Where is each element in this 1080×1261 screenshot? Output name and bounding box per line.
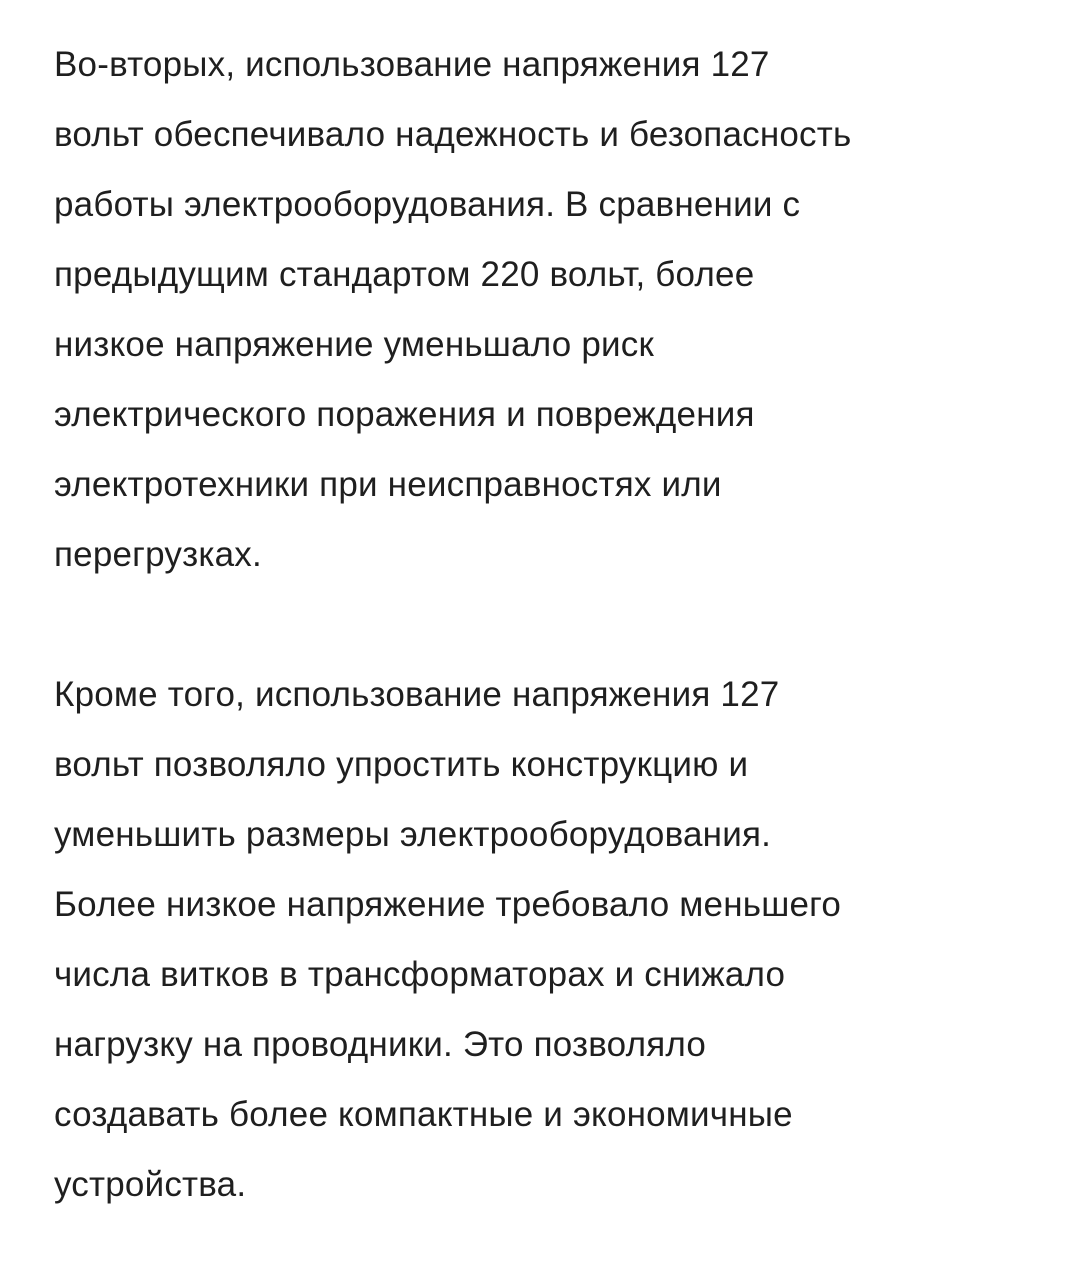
paragraph-voltage-safety — [54, 30, 1054, 590]
text-line: низкое напряжение уменьшало риск — [54, 325, 654, 364]
text-line: уменьшить размеры электрооборудования. — [54, 815, 772, 854]
text-line: работы электрооборудования. В сравнении с — [54, 185, 801, 224]
text-line: Более низкое напряжение требовало меньшего — [54, 885, 841, 924]
text-line: Кроме того, использование напряжения 127 — [54, 675, 780, 714]
text-line: устройства. — [54, 1165, 247, 1204]
text-line: вольт позволяло упростить конструкцию и — [54, 745, 749, 784]
article-text — [54, 30, 1054, 1220]
text-line: предыдущим стандартом 220 вольт, более — [54, 255, 755, 294]
text-line: Во-вторых, использование напряжения 127 — [54, 45, 770, 84]
text-line: электрического поражения и повреждения — [54, 395, 755, 434]
paragraph-equipment-design — [54, 660, 1054, 1220]
text-line: создавать более компактные и экономичные — [54, 1095, 793, 1134]
text-line: нагрузку на проводники. Это позволяло — [54, 1025, 707, 1064]
text-line: электротехники при неисправностях или — [54, 465, 722, 504]
text-line: вольт обеспечивало надежность и безопасность — [54, 115, 852, 154]
text-line: перегрузках. — [54, 535, 262, 574]
text-line: числа витков в трансформаторах и снижало — [54, 955, 786, 994]
